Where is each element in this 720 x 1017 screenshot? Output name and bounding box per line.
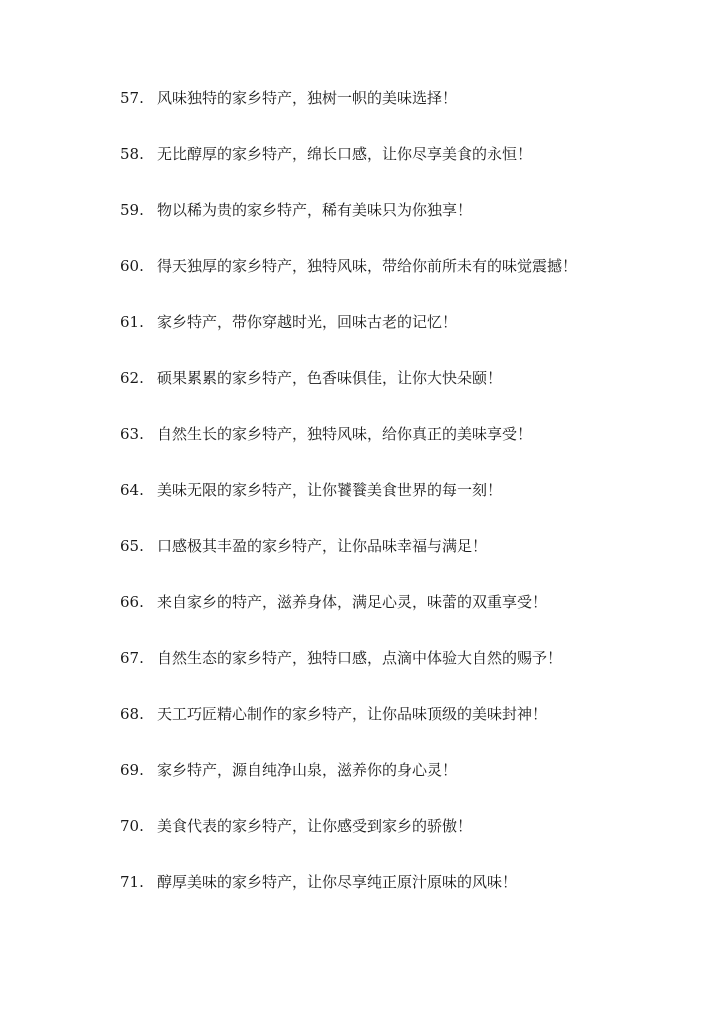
item-text: 得天独厚的家乡特产，独特风味，带给你前所未有的味觉震撼！	[157, 257, 578, 275]
list-item	[120, 700, 680, 756]
item-text: 家乡特产，源自纯净山泉，滋养你的身心灵！	[157, 761, 458, 779]
item-text: 口感极其丰盈的家乡特产，让你品味幸福与满足！	[157, 537, 488, 555]
item-number: 57.	[120, 89, 144, 107]
list-item	[120, 364, 680, 420]
item-number: 68.	[120, 705, 144, 723]
item-text: 风味独特的家乡特产，独树一帜的美味选择！	[157, 89, 458, 107]
item-number: 69.	[120, 761, 144, 779]
item-text: 家乡特产，带你穿越时光，回味古老的记忆！	[157, 313, 458, 331]
item-text: 美味无限的家乡特产，让你饕餮美食世界的每一刻！	[157, 481, 503, 499]
item-text: 自然生态的家乡特产，独特口感，点滴中体验大自然的赐予！	[157, 649, 563, 667]
list-item	[120, 84, 680, 140]
item-number: 64.	[120, 481, 144, 499]
list-item	[120, 588, 680, 644]
item-number: 66.	[120, 593, 144, 611]
item-text: 自然生长的家乡特产，独特风味，给你真正的美味享受！	[157, 425, 533, 443]
list-item	[120, 196, 680, 252]
list-item	[120, 644, 680, 700]
list-item	[120, 812, 680, 868]
item-text: 天工巧匠精心制作的家乡特产，让你品味顶级的美味封神！	[157, 705, 548, 723]
item-text: 物以稀为贵的家乡特产，稀有美味只为你独享！	[157, 201, 473, 219]
item-number: 59.	[120, 201, 144, 219]
item-text: 无比醇厚的家乡特产，绵长口感，让你尽享美食的永恒！	[157, 145, 533, 163]
list-item	[120, 476, 680, 532]
item-number: 70.	[120, 817, 144, 835]
list-item	[120, 868, 680, 924]
item-number: 62.	[120, 369, 144, 387]
list-item	[120, 252, 680, 308]
item-text: 醇厚美味的家乡特产，让你尽享纯正原汁原味的风味！	[157, 873, 518, 891]
list-item	[120, 420, 680, 476]
item-number: 67.	[120, 649, 144, 667]
list-item	[120, 140, 680, 196]
item-number: 71.	[120, 873, 144, 891]
item-number: 58.	[120, 145, 144, 163]
item-number: 60.	[120, 257, 144, 275]
item-text: 美食代表的家乡特产，让你感受到家乡的骄傲！	[157, 817, 473, 835]
list-item	[120, 532, 680, 588]
item-text: 来自家乡的特产，滋养身体，满足心灵，味蕾的双重享受！	[157, 593, 548, 611]
list-item	[120, 308, 680, 364]
item-number: 61.	[120, 313, 144, 331]
list-item	[120, 756, 680, 812]
item-number: 63.	[120, 425, 144, 443]
numbered-list	[120, 84, 680, 924]
item-text: 硕果累累的家乡特产，色香味俱佳，让你大快朵颐！	[157, 369, 503, 387]
item-number: 65.	[120, 537, 144, 555]
